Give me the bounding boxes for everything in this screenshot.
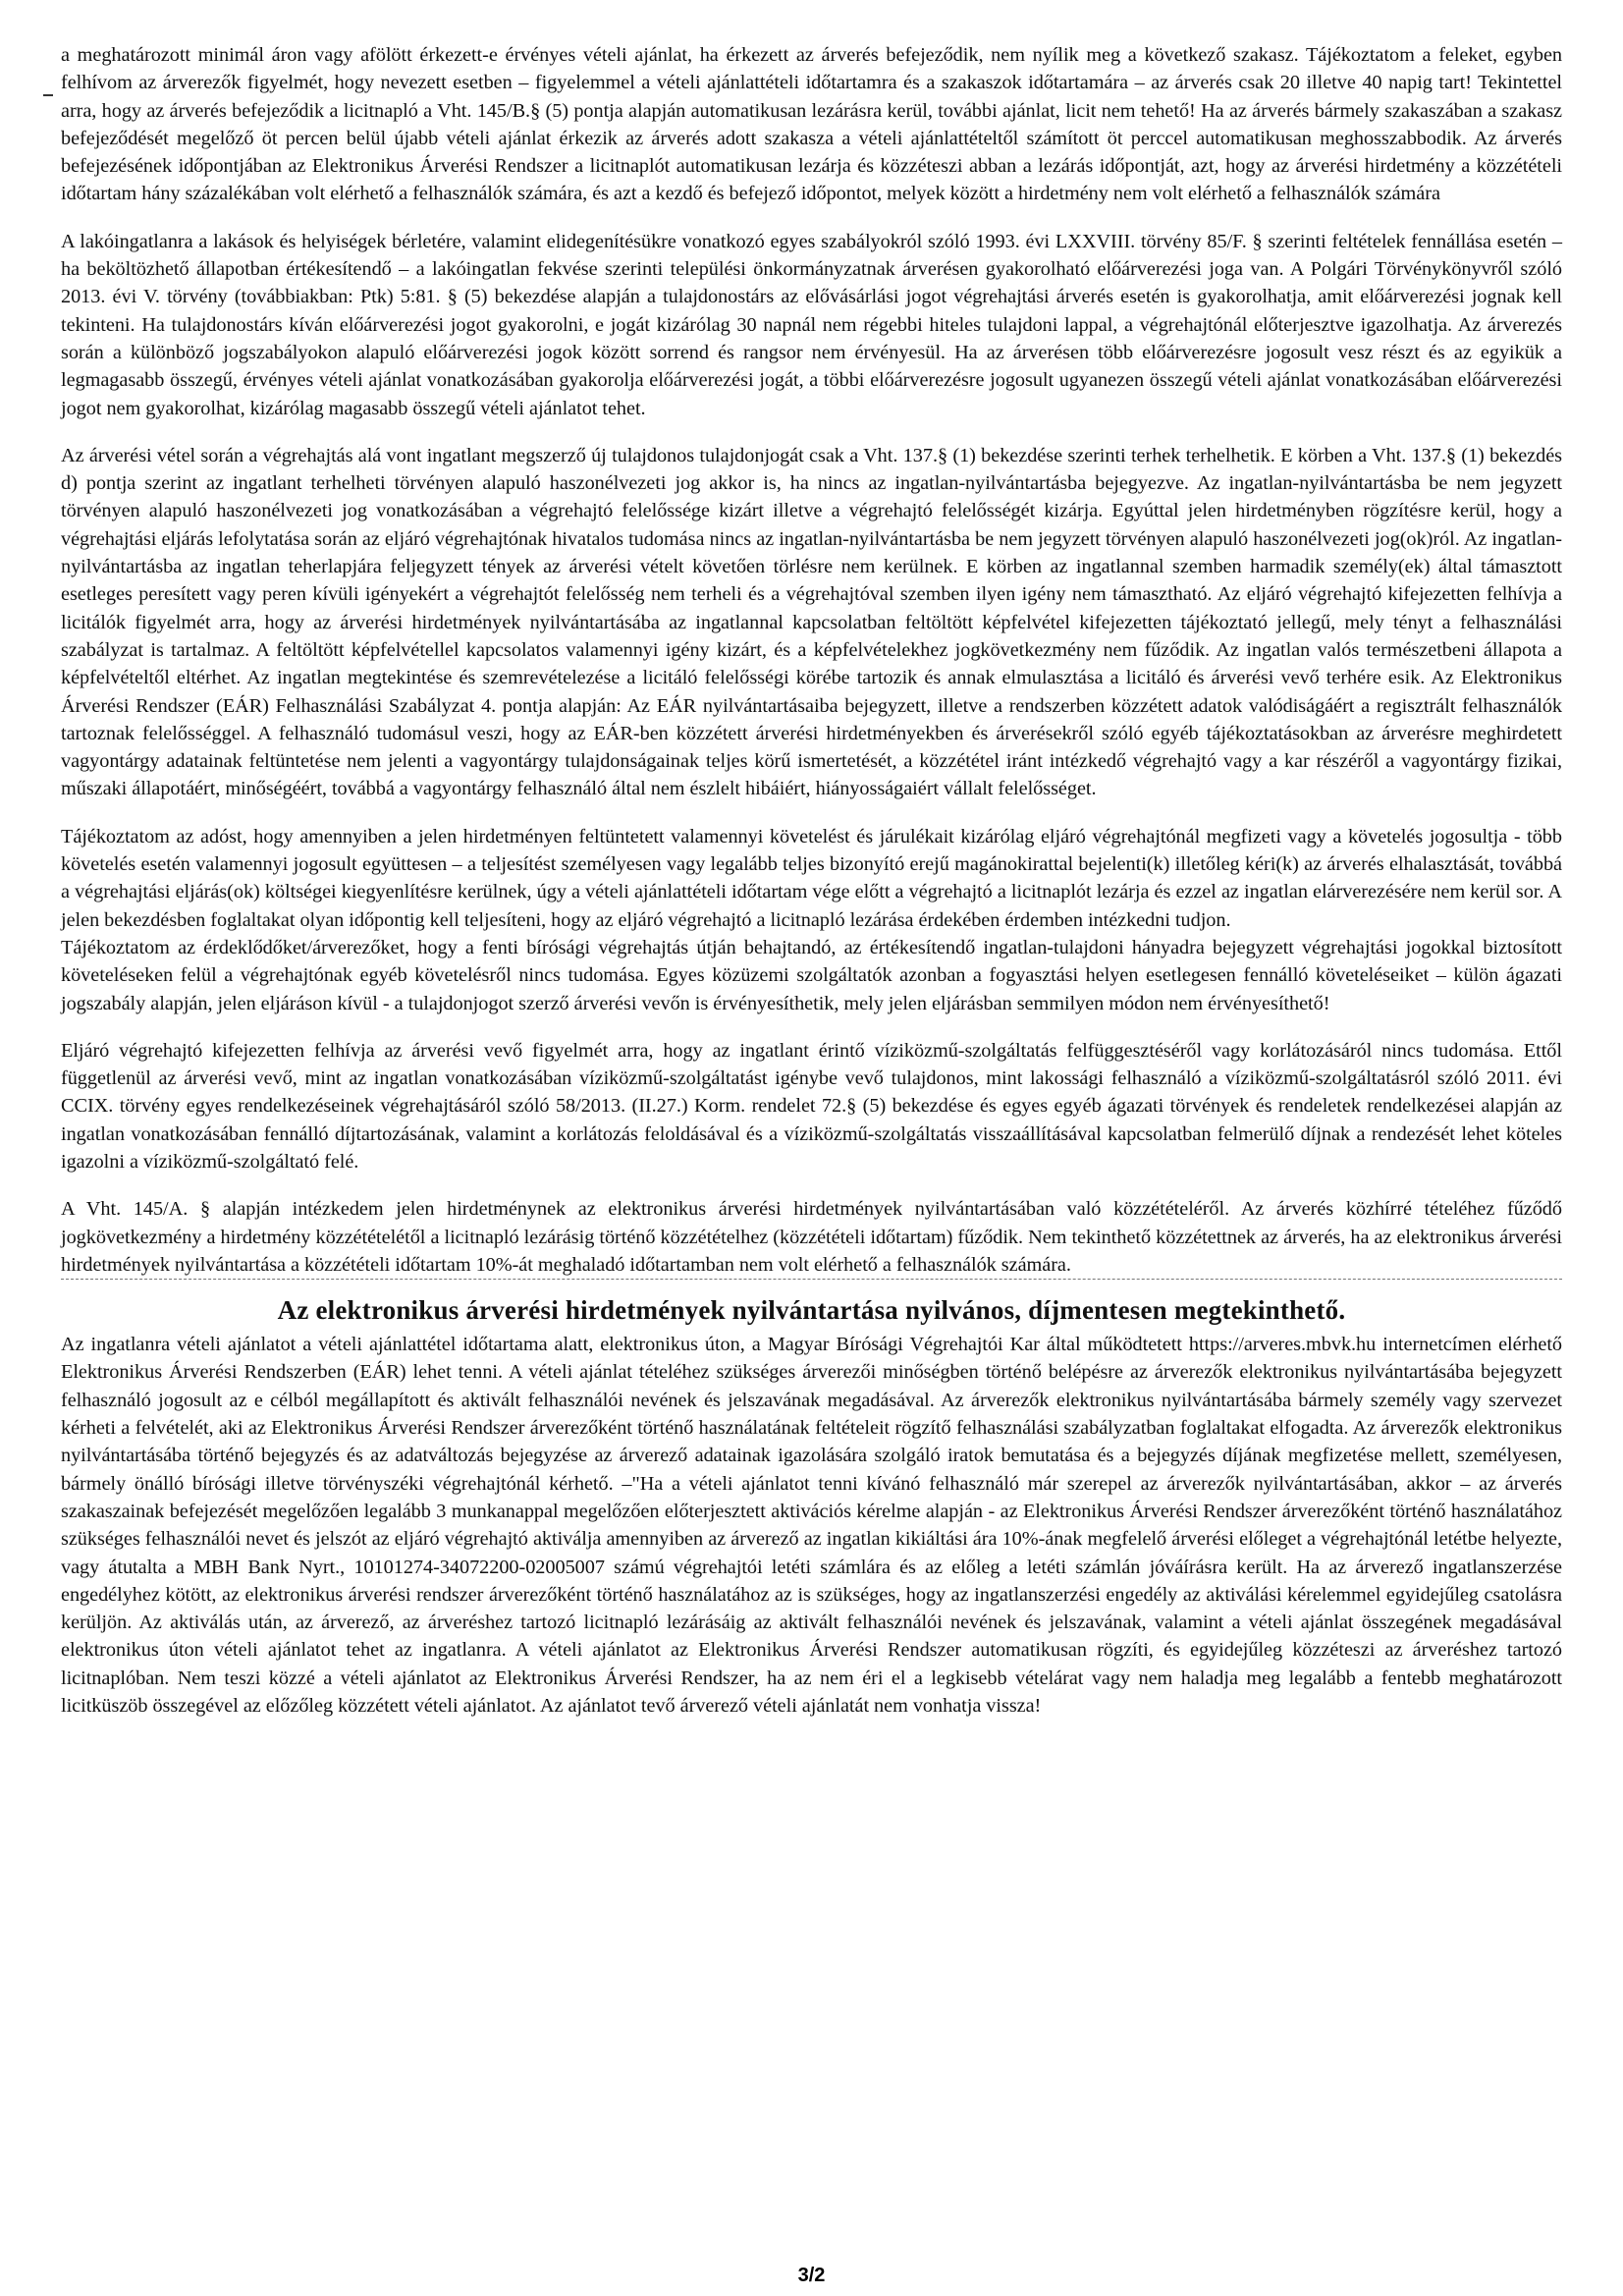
- paragraph-publication: A Vht. 145/A. § alapján intézkedem jelen hirdetménynek az elektronikus árverési hirdetmények nyilvántartásában való közzétételéről. Az árverés közhírré tételéhez fűződő jogkövetkezmény a hirdetmény közzétételétől a licitnapló lezárásig történő közzétételhez (közzétételi időtartam) fűződik. Nem tekinthető közzétettnek az árverés, ha az elektronikus árverési hirdetmények nyilvántartása a közzétételi időtartam 10%-át meghaladó időtartamban nem volt elérhető a felhasználók számára.: [61, 1198, 1562, 1276]
- paragraph-bidders-notice: Tájékoztatom az érdeklődőket/árverezőket, hogy a fenti bírósági végrehajtás útján behajtandó, az értékesítendő ingatlan-tulajdoni hányadra bejegyzett végrehajtási jogokkal biztosított követeléseken felül a végrehajtónak egyéb követelésről nincs tudomása. Egyes közüzemi szolgáltatók azonban a fogyasztási helyen esetlegesen fennálló követeléseiket – külön ágazati jogszabály alapján, jelen eljáráson kívül - a tulajdonjogot szerző árverési vevőn is érvényesíthetik, mely jelen eljárásban semmilyen módon nem érvényesíthető!: [61, 936, 1562, 1014]
- paragraph-debtor-notice: Tájékoztatom az adóst, hogy amennyiben a jelen hirdetményen feltüntetett valamennyi követelést és járulékait kizárólag eljáró végrehajtónál megfizeti vagy a követelés jogosultja - több követelés esetén valamennyi jogosult együttesen – a teljesítést személyesen vagy legalább teljes bizonyító erejű magánokirattal bejelenti(k) illetőleg kéri(k) az árverés elhalasztását, továbbá a végrehajtási eljárás(ok) költségei kiegyenlítésre kerülnek, úgy a vételi ajánlattételi időtartam vége előtt a végrehajtó a licitnaplót lezárja és ezzel az ingatlan elárverezésére nem kerül sor. A jelen bekezdésben foglaltakat olyan időpontig kell teljesíteni, hogy az eljáró végrehajtó a licitnapló lezárása érdekében érdemben intézkedni tudjon.: [61, 825, 1562, 931]
- dashed-separator: [61, 1279, 1562, 1280]
- registry-heading: Az elektronikus árverési hirdetmények nyilvántartása nyilvános, díjmentesen megtekinthető.: [277, 1295, 1346, 1326]
- paragraph-encumbrances: Az árverési vétel során a végrehajtás alá vont ingatlant megszerző új tulajdonos tulajdonjogát csak a Vht. 137.§ (1) bekezdése szerinti terhek terhelhetik. E körben a Vht. 137.§ (1) bekezdés d) pontja szerint az ingatlant terhelheti törvényen alapuló haszonélvezeti jog akkor is, ha nincs az ingatlan-nyilvántartásba bejegyezve. Az ingatlan-nyilvántartásba be nem jegyzett törvényen alapuló haszonélvezeti jog vonatkozásában a végrehajtó felelőssége kizárt illetve a végrehajtó felelősségét kizárja. Egyúttal jelen hirdetményben rögzítésre kerül, hogy a végrehajtási eljárás lefolytatása során az eljáró végrehajtónak hivatalos tudomása nincs az ingatlan-nyilvántartásba be nem jegyzett törvényen alapuló haszonélvezeti jog(ok)ról. Az ingatlan-nyilvántartásba az ingatlan teherlapjára feljegyzett tények az árverési vételt követően törlésre nem kerülnek. E körben az ingatlannal szemben harmadik személy(ek) által támasztott esetleges peresített vagy peren kívüli igényekért a végrehajtót felelősség nem terheli és a végrehajtóval szemben ilyen igény nem támasztható. Az eljáró végrehajtó kifejezetten felhívja a licitálók figyelmét arra, hogy az árverési hirdetmények nyilvántartásába az ingatlannal kapcsolatban feltöltött képfelvétel kifejezetten tájékoztató jellegű, mely tényt a felhasználási szabályzat is tartalmaz. A feltöltött képfelvétellel kapcsolatos valamennyi igény kizárt, és a képfelvételekhez jogkövetkezmény nem fűződik. Az ingatlan valós természetbeni állapota a képfelvételtől eltérhet. Az ingatlan megtekintése és szemrevételezése a licitáló felelősségi körébe tartozik és annak elmulasztása a licitáló és árverési vevő terhére esik. Az Elektronikus Árverési Rendszer (EÁR) Felhasználási Szabályzat 4. pontja alapján: Az EÁR nyilvántartásaiba bejegyzett, illetve a rendszerben közzétett adatok valódiságáért a regisztrált felhasználók tartoznak felelősséggel. A felhasználó tudomásul veszi, hogy az EÁR-ben közzétett árverési hirdetményekben és árverésekről szóló egyéb tájékoztatásokban az árverésre meghirdetett vagyontárgy adatainak feltüntetése nem jelenti a vagyontárgy tulajdonságainak teljes körű ismertetését, a közzététel iránt intézkedő végrehajtó vagy a kar részéről a vagyontárgy fizikai, műszaki állapotáért, minőségéért, továbbá a vagyontárgy felhasználó által nem észlelt hibáiért, hiányosságaiért vállalt felelősséget.: [61, 444, 1562, 800]
- paragraph-auction-closing: a meghatározott minimál áron vagy afölött érkezett-e érvényes vételi ajánlat, ha érkezett az árverés befejeződik, nem nyílik meg a következő szakasz. Tájékoztatom a feleket, egyben felhívom az árverezők figyelmét, hogy nevezett esetben – figyelemmel a vételi ajánlattételi időtartamra és a szakaszok időtartamára – az árverés csak 20 illetve 40 napig tart! Tekintettel arra, hogy az árverés befejeződik a licitnapló a Vht. 145/B.§ (5) pontja alapján automatikusan lezárásra kerül, további ajánlat, licit nem tehető! Ha az árverés bármely szakaszában a szakasz befejeződését megelőző öt percen belül újabb vételi ajánlat érkezik az árverés adott szakasza a vételi ajánlattételtől számított öt perccel automatikusan meghosszabbodik. Az árverés befejezésének időpontjában az Elektronikus Árverési Rendszer a licitnaplót automatikusan lezárja és közzéteszi abban a lezárás időpontját, azt, hogy az árverési hirdetmény a közzétételi időtartam hány százalékában volt elérhető a felhasználók számára, és azt a kezdő és befejező időpontot, melyek között a hirdetmény nem volt elérhető a felhasználók számára: [61, 44, 1562, 205]
- paragraph-preemption-rights: A lakóingatlanra a lakások és helyiségek bérletére, valamint elidegenítésükre vonatkozó egyes szabályokról szóló 1993. évi LXXVIII. törvény 85/F. § szerinti feltételek fennállása esetén – ha beköltözhető állapotban értékesítendő – a lakóingatlan fekvése szerinti települési önkormányzatnak árverésen gyakorolható előárverezési joga van. A Polgári Törvénykönyvről szóló 2013. évi V. törvény (továbbiakban: Ptk) 5:81. § (5) bekezdése alapján a tulajdonostárs az elővásárlási jogot végrehajtási árverés esetén is gyakorolhatja, amit előárverezési jognak kell tekinteni. Ha tulajdonostárs kíván előárverezési jogot gyakorolni, e jogát kizárólag 30 napnál nem régebbi hiteles tulajdoni lappal, a végrehajtónál előterjesztve igazolhatja. Az árverezés során a különböző jogszabályokon alapuló előárverezési jogok között sorrend és rangsor nem érvényesül. Ha az árverésen több előárverezésre jogosult vesz részt és az egyikük a legmagasabb összegű, érvényes vételi ajánlat vonatkozásában gyakorolja előárverezési jogát, a többi előárverezésre jogosult ugyanezen összegű vételi ajánlat vonatkozásában előárverezési jogot nem gyakorolhat, kizárólag magasabb összegű vételi ajánlatot tehet.: [61, 230, 1562, 419]
- paragraph-water-utility: Eljáró végrehajtó kifejezetten felhívja az árverési vevő figyelmét arra, hogy az ingatlant érintő víziközmű-szolgáltatás felfüggesztéséről vagy korlátozásáról nincs tudomása. Ettől függetlenül az árverési vevő, mint az ingatlan vonatkozásában víziközmű-szolgáltatást igénybe vevő tulajdonos, mint lakossági felhasználó a víziközmű-szolgáltatásról szóló 2011. évi CCIX. törvény egyes rendelkezéseinek végrehajtásáról szóló 58/2013. (II.27.) Korm. rendelet 72.§ (5) bekezdése és egyes egyéb ágazati törvények és rendeletek rendelkezései alapján az ingatlan vonatkozásában fennálló díjtartozásának, valamint a korlátozás feloldásával és a víziközmű-szolgáltatás visszaállításával kapcsolatban felmerülő díjnak a rendezését lehet köteles igazolni a víziközmű-szolgáltató felé.: [61, 1039, 1562, 1173]
- paragraph-bidding-instructions: Az ingatlanra vételi ajánlatot a vételi ajánlattétel időtartama alatt, elektronikus úton, a Magyar Bírósági Végrehajtói Kar által működtetett https://arveres.mbvk.hu internetcímen elérhető Elektronikus Árverési Rendszerben (EÁR) lehet tenni. A vételi ajánlat tételéhez szükséges árverezői minőségben történő belépésre az árverezők elektronikus nyilvántartásába bejegyzett felhasználó jogosult az e célból megállapított és aktivált felhasználói nevének és jelszavának megadásával. Az árverezők elektronikus nyilvántartásába bármely személy vagy szervezet kérheti a felvételét, aki az Elektronikus Árverési Rendszer árverezőként történő használatának feltételeit rögzítő felhasználási szabályzatban foglaltakat elfogadta. Az árverezők elektronikus nyilvántartásába történő bejegyzés és az adatváltozás bejegyzése az árverező adatainak igazolására szolgáló iratok bemutatása és a bejegyzés díjának megfizetése mellett, személyesen, bármely önálló bírósági illetve törvényszéki végrehajtónál kérhető. –"Ha a vételi ajánlatot tenni kívánó felhasználó már szerepel az árverezők nyilvántartásában, akkor – az árverés szakaszainak befejezését megelőzően legalább 3 munkanappal megelőzően előterjesztett aktivációs kérelme alapján - az Elektronikus Árverési Rendszer árverezőként történő használatához szükséges felhasználói nevet és jelszót az eljáró végrehajtó aktiválja amennyiben az árverező az ingatlan kikiáltási ára 10%-ának megfelelő árverési előleget a végrehajtónál letétbe helyezte, vagy átutalta a MBH Bank Nyrt., 10101274-34072200-02005007 számú végrehajtói letéti számlára és az előleg a letéti számlán jóváírásra került. Ha az árverező ingatlanszerzése engedélyhez kötött, az elektronikus árverési rendszer árverezőként történő használatához az is szükséges, hogy az ingatlanszerzési engedély az aktiválási kérelemmel egyidejűleg csatolásra kerüljön. Az aktiválás után, az árverező, az árveréshez tartozó licitnapló lezárásáig az aktivált felhasználói nevének és jelszavának, valamint a vételi ajánlat összegének megadásával elektronikus úton vételi ajánlatot tehet az ingatlanra. A vételi ajánlatot az Elektronikus Árverési Rendszer automatikusan rögzíti, és egyidejűleg közzéteszi az árveréshez tartozó licitnaplóban. Nem teszi közzé a vételi ajánlatot az Elektronikus Árverési Rendszer, ha az nem éri el a legkisebb vételárat vagy nem haladja meg legalább a fentebb meghatározott licitküszöb összegével az előzőleg közzétett vételi ajánlatot. Az ajánlatot tevő árverező vételi ajánlatát nem vonhatja vissza!: [61, 1334, 1562, 1718]
- page-number: 3/2: [797, 2265, 826, 2286]
- margin-mark: [43, 94, 53, 96]
